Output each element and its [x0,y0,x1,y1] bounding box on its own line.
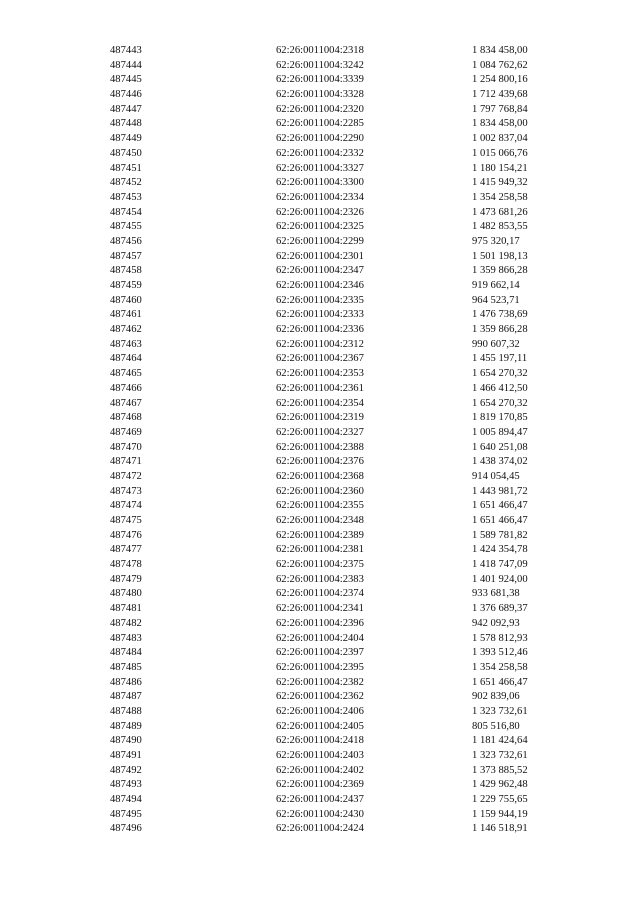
table-row [0,397,640,412]
cadastral-number: 62:26:0011004:2326 [276,206,364,218]
cadastral-number: 62:26:0011004:2395 [276,661,364,673]
row-number: 487487 [110,691,142,703]
cadastral-number: 62:26:0011004:2285 [276,118,364,130]
cadastral-number: 62:26:0011004:2376 [276,456,364,468]
cadastral-number: 62:26:0011004:2389 [276,529,364,541]
table-row [0,646,640,661]
row-number: 487447 [110,103,142,115]
cadastral-number: 62:26:0011004:2346 [276,280,364,291]
cadastral-number: 62:26:0011004:2327 [276,426,364,438]
cadastral-number: 62:26:0011004:2290 [276,133,364,145]
cadastral-value: 1 415 949,32 [472,177,528,189]
cadastral-value: 1 359 866,28 [472,324,528,336]
cadastral-value: 1 229 755,65 [472,794,528,806]
row-number: 487460 [110,294,142,306]
cadastral-number: 62:26:0011004:2333 [276,309,364,321]
cadastral-value: 1 005 894,47 [472,426,528,438]
cadastral-value: 902 839,06 [472,691,520,703]
cadastral-value: 805 516,80 [472,720,520,732]
row-number: 487464 [110,353,142,365]
table-row [0,558,640,573]
table-row [0,162,640,177]
cadastral-value: 1 578 812,93 [472,632,528,644]
cadastral-number: 62:26:0011004:2437 [276,794,364,806]
table-row [0,734,640,749]
cadastral-value: 1 354 258,58 [472,661,528,673]
cadastral-value: 1 654 270,32 [472,397,528,409]
row-number: 487491 [110,750,142,761]
table-row [0,264,640,279]
cadastral-number: 62:26:0011004:2396 [276,617,364,629]
table-row [0,59,640,74]
cadastral-value: 1 084 762,62 [472,59,528,71]
table-row [0,455,640,470]
table-row [0,294,640,309]
table-row [0,617,640,632]
cadastral-value: 1 476 738,69 [472,309,528,321]
cadastral-value: 1 429 962,48 [472,779,528,791]
cadastral-value: 975 320,17 [472,235,520,247]
table-row [0,499,640,514]
table-row [0,103,640,118]
row-number: 487473 [110,485,142,497]
table-row [0,176,640,191]
row-number: 487466 [110,382,142,394]
row-number: 487448 [110,118,142,130]
cadastral-number: 62:26:0011004:2348 [276,515,364,526]
cadastral-number: 62:26:0011004:2381 [276,544,364,556]
row-number: 487475 [110,515,142,526]
table-row [0,191,640,206]
cadastral-value: 1 418 747,09 [472,559,528,571]
cadastral-number: 62:26:0011004:2336 [276,324,364,336]
cadastral-value: 1 373 885,52 [472,764,528,776]
cadastral-value: 1 466 412,50 [472,382,528,394]
row-number: 487444 [110,59,142,71]
cadastral-value: 1 359 866,28 [472,265,528,277]
cadastral-value: 1 654 270,32 [472,368,528,380]
table-row [0,543,640,558]
table-row [0,632,640,647]
row-number: 487465 [110,368,142,380]
cadastral-value: 1 443 981,72 [472,485,528,497]
table-row [0,529,640,544]
cadastral-number: 62:26:0011004:2367 [276,353,364,365]
cadastral-number: 62:26:0011004:2418 [276,735,364,747]
table-row [0,147,640,162]
cadastral-number: 62:26:0011004:2424 [276,823,364,835]
table-row [0,573,640,588]
table-row [0,426,640,441]
cadastral-value: 1 482 853,55 [472,221,528,233]
table-row [0,749,640,764]
cadastral-number: 62:26:0011004:2405 [276,720,364,732]
cadastral-value: 933 681,38 [472,588,520,600]
cadastral-number: 62:26:0011004:2325 [276,221,364,233]
table-row [0,690,640,705]
cadastral-value: 1 424 354,78 [472,544,528,556]
cadastral-value: 1 393 512,46 [472,647,528,659]
row-number: 487455 [110,221,142,233]
table-row [0,235,640,250]
cadastral-number: 62:26:0011004:2369 [276,779,364,791]
cadastral-value: 1 712 439,68 [472,89,528,101]
cadastral-number: 62:26:0011004:3327 [276,162,364,174]
cadastral-value: 964 523,71 [472,294,520,306]
row-number: 487490 [110,735,142,747]
cadastral-number: 62:26:0011004:2404 [276,632,364,644]
cadastral-number: 62:26:0011004:2335 [276,294,364,306]
cadastral-number: 62:26:0011004:2406 [276,705,364,717]
row-number: 487451 [110,162,142,174]
cadastral-number: 62:26:0011004:2430 [276,808,364,820]
row-number: 487486 [110,676,142,688]
cadastral-value: 1 180 154,21 [472,162,528,174]
cadastral-number: 62:26:0011004:2368 [276,470,364,482]
row-number: 487485 [110,661,142,673]
row-number: 487449 [110,133,142,145]
row-number: 487488 [110,705,142,717]
cadastral-value-table [0,44,640,837]
cadastral-number: 62:26:0011004:2319 [276,412,364,424]
table-row [0,661,640,676]
cadastral-number: 62:26:0011004:2403 [276,750,364,761]
table-row [0,485,640,500]
row-number: 487456 [110,235,142,247]
row-number: 487489 [110,720,142,732]
row-number: 487493 [110,779,142,791]
cadastral-number: 62:26:0011004:3242 [276,59,364,71]
cadastral-number: 62:26:0011004:2383 [276,573,364,585]
table-row [0,338,640,353]
cadastral-number: 62:26:0011004:2355 [276,500,364,512]
cadastral-value: 1 002 837,04 [472,133,528,145]
row-number: 487452 [110,177,142,189]
cadastral-number: 62:26:0011004:2332 [276,147,364,159]
row-number: 487468 [110,412,142,424]
table-row [0,279,640,294]
row-number: 487479 [110,573,142,585]
cadastral-number: 62:26:0011004:2361 [276,382,364,394]
table-row [0,73,640,88]
table-row [0,117,640,132]
table-row [0,587,640,602]
cadastral-value: 1 797 768,84 [472,103,528,115]
cadastral-value: 919 662,14 [472,280,520,291]
cadastral-value: 1 834 458,00 [472,118,528,130]
cadastral-value: 1 589 781,82 [472,529,528,541]
table-row [0,514,640,529]
row-number: 487446 [110,89,142,101]
row-number: 487467 [110,397,142,409]
cadastral-number: 62:26:0011004:2299 [276,235,364,247]
cadastral-value: 1 181 424,64 [472,735,528,747]
cadastral-number: 62:26:0011004:2334 [276,191,364,203]
cadastral-value: 1 640 251,08 [472,441,528,453]
row-number: 487470 [110,441,142,453]
cadastral-number: 62:26:0011004:2318 [276,45,364,56]
cadastral-value: 990 607,32 [472,338,520,350]
row-number: 487492 [110,764,142,776]
cadastral-value: 1 651 466,47 [472,515,528,526]
row-number: 487462 [110,324,142,336]
row-number: 487495 [110,808,142,820]
cadastral-number: 62:26:0011004:2362 [276,691,364,703]
cadastral-number: 62:26:0011004:2397 [276,647,364,659]
table-row [0,411,640,426]
cadastral-number: 62:26:0011004:2382 [276,676,364,688]
table-row [0,220,640,235]
row-number: 487496 [110,823,142,835]
cadastral-number: 62:26:0011004:2374 [276,588,364,600]
cadastral-number: 62:26:0011004:2375 [276,559,364,571]
row-number: 487445 [110,74,142,86]
row-number: 487457 [110,250,142,262]
cadastral-number: 62:26:0011004:2312 [276,338,364,350]
cadastral-value: 942 092,93 [472,617,520,629]
table-row [0,720,640,735]
row-number: 487482 [110,617,142,629]
cadastral-number: 62:26:0011004:2402 [276,764,364,776]
row-number: 487478 [110,559,142,571]
table-row [0,764,640,779]
row-number: 487471 [110,456,142,468]
cadastral-value: 1 819 170,85 [472,412,528,424]
row-number: 487461 [110,309,142,321]
row-number: 487469 [110,426,142,438]
row-number: 487458 [110,265,142,277]
cadastral-number: 62:26:0011004:3300 [276,177,364,189]
row-number: 487453 [110,191,142,203]
table-row [0,705,640,720]
cadastral-value: 1 015 066,76 [472,147,528,159]
row-number: 487450 [110,147,142,159]
row-number: 487481 [110,603,142,615]
table-row [0,778,640,793]
table-row [0,88,640,103]
cadastral-value: 1 473 681,26 [472,206,528,218]
table-row [0,323,640,338]
table-row [0,132,640,147]
cadastral-value: 914 054,45 [472,470,520,482]
table-row [0,250,640,265]
cadastral-value: 1 323 732,61 [472,750,528,761]
table-row [0,308,640,323]
cadastral-value: 1 834 458,00 [472,45,528,56]
row-number: 487484 [110,647,142,659]
cadastral-value: 1 438 374,02 [472,456,528,468]
cadastral-number: 62:26:0011004:2341 [276,603,364,615]
cadastral-number: 62:26:0011004:2354 [276,397,364,409]
table-row [0,822,640,837]
table-row [0,367,640,382]
cadastral-value: 1 651 466,47 [472,500,528,512]
row-number: 487472 [110,470,142,482]
table-row [0,206,640,221]
cadastral-value: 1 159 944,19 [472,808,528,820]
cadastral-number: 62:26:0011004:2388 [276,441,364,453]
table-row [0,808,640,823]
row-number: 487476 [110,529,142,541]
cadastral-number: 62:26:0011004:2301 [276,250,364,262]
cadastral-number: 62:26:0011004:2360 [276,485,364,497]
cadastral-value: 1 651 466,47 [472,676,528,688]
cadastral-number: 62:26:0011004:3328 [276,89,364,101]
cadastral-value: 1 323 732,61 [472,705,528,717]
row-number: 487463 [110,338,142,350]
table-row [0,382,640,397]
cadastral-number: 62:26:0011004:2353 [276,368,364,380]
cadastral-value: 1 501 198,13 [472,250,528,262]
cadastral-value: 1 376 689,37 [472,603,528,615]
row-number: 487454 [110,206,142,218]
row-number: 487443 [110,45,142,56]
table-row [0,676,640,691]
table-row [0,44,640,59]
table-row [0,441,640,456]
row-number: 487483 [110,632,142,644]
table-row [0,793,640,808]
table-row [0,602,640,617]
cadastral-value: 1 354 258,58 [472,191,528,203]
cadastral-number: 62:26:0011004:3339 [276,74,364,86]
row-number: 487494 [110,794,142,806]
cadastral-value: 1 455 197,11 [472,353,528,365]
cadastral-value: 1 146 518,91 [472,823,528,835]
row-number: 487474 [110,500,142,512]
table-row [0,470,640,485]
row-number: 487459 [110,280,142,291]
cadastral-value: 1 401 924,00 [472,573,528,585]
cadastral-value: 1 254 800,16 [472,74,528,86]
cadastral-number: 62:26:0011004:2347 [276,265,364,277]
table-row [0,352,640,367]
row-number: 487480 [110,588,142,600]
cadastral-number: 62:26:0011004:2320 [276,103,364,115]
row-number: 487477 [110,544,142,556]
